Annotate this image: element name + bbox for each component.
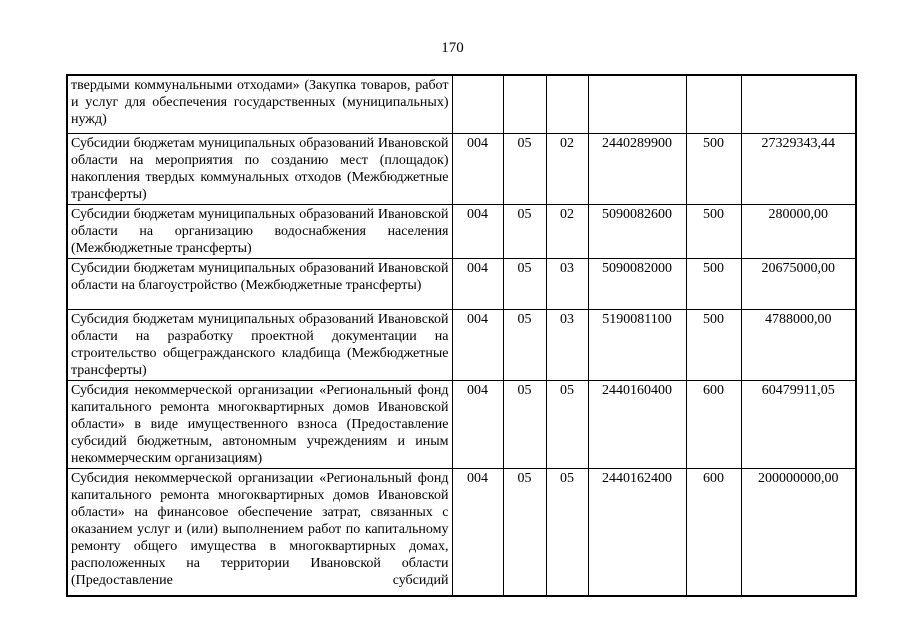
expense-type-cell: 500 (686, 258, 741, 309)
target-article-cell: 2440160400 (588, 380, 686, 468)
description-cell: Субсидии бюджетам муниципальных образований Ивановской области на благоустройство (Межбюджетные трансферты) (67, 258, 452, 309)
amount-cell: 4788000,00 (741, 309, 856, 380)
budget-table (66, 74, 857, 597)
expense-type-cell: 500 (686, 309, 741, 380)
table-row (67, 258, 856, 309)
target-article-cell: 5090082000 (588, 258, 686, 309)
grbs-code-cell: 004 (452, 468, 503, 596)
subsection-cell (546, 75, 588, 133)
description-cell: Субсидия некоммерческой организации «Региональный фонд капитального ремонта многоквартирных домов Ивановской области» на финансовое обеспечение затрат, связанных с оказанием услуг и (или) выполнением работ по капитальному ремонту общего имущества в многоквартирных домах, расположенных на территории Ивановской области (Предоставление субсидий (67, 468, 452, 596)
section-cell: 05 (503, 309, 546, 380)
expense-type-cell: 600 (686, 380, 741, 468)
table-row (67, 204, 856, 258)
grbs-code-cell: 004 (452, 258, 503, 309)
target-article-cell: 2440162400 (588, 468, 686, 596)
amount-cell: 200000000,00 (741, 468, 856, 596)
section-cell: 05 (503, 258, 546, 309)
amount-cell: 20675000,00 (741, 258, 856, 309)
table-row (67, 75, 856, 133)
section-cell: 05 (503, 468, 546, 596)
target-article-cell: 2440289900 (588, 133, 686, 204)
expense-type-cell (686, 75, 741, 133)
grbs-code-cell: 004 (452, 309, 503, 380)
description-cell: твердыми коммунальными отходами» (Закупка товаров, работ и услуг для обеспечения государственных (муниципальных) нужд) (67, 75, 452, 133)
section-cell (503, 75, 546, 133)
target-article-cell: 5190081100 (588, 309, 686, 380)
section-cell: 05 (503, 380, 546, 468)
section-cell: 05 (503, 204, 546, 258)
expense-type-cell: 500 (686, 133, 741, 204)
grbs-code-cell (452, 75, 503, 133)
expense-type-cell: 500 (686, 204, 741, 258)
subsection-cell: 02 (546, 133, 588, 204)
page-number: 170 (441, 40, 464, 56)
description-cell: Субсидия бюджетам муниципальных образований Ивановской области на разработку проектной документации на строительство общегражданского кладбища (Межбюджетные трансферты) (67, 309, 452, 380)
table-row (67, 380, 856, 468)
grbs-code-cell: 004 (452, 380, 503, 468)
subsection-cell: 03 (546, 258, 588, 309)
grbs-code-cell: 004 (452, 133, 503, 204)
amount-cell: 280000,00 (741, 204, 856, 258)
amount-cell: 60479911,05 (741, 380, 856, 468)
section-cell: 05 (503, 133, 546, 204)
subsection-cell: 02 (546, 204, 588, 258)
table-row (67, 133, 856, 204)
table-row (67, 309, 856, 380)
target-article-cell (588, 75, 686, 133)
description-cell: Субсидии бюджетам муниципальных образований Ивановской области на организацию водоснабжения населения (Межбюджетные трансферты) (67, 204, 452, 258)
table-row (67, 468, 856, 596)
description-cell: Субсидия некоммерческой организации «Региональный фонд капитального ремонта многоквартирных домов Ивановской области» в виде имущественного взноса (Предоставление субсидий бюджетным, автономным учреждениям и иным некоммерческим организациям) (67, 380, 452, 468)
subsection-cell: 03 (546, 309, 588, 380)
amount-cell: 27329343,44 (741, 133, 856, 204)
grbs-code-cell: 004 (452, 204, 503, 258)
expense-type-cell: 600 (686, 468, 741, 596)
description-cell: Субсидии бюджетам муниципальных образований Ивановской области на мероприятия по созданию мест (площадок) накопления твердых коммунальных отходов (Межбюджетные трансферты) (67, 133, 452, 204)
subsection-cell: 05 (546, 468, 588, 596)
target-article-cell: 5090082600 (588, 204, 686, 258)
amount-cell (741, 75, 856, 133)
subsection-cell: 05 (546, 380, 588, 468)
